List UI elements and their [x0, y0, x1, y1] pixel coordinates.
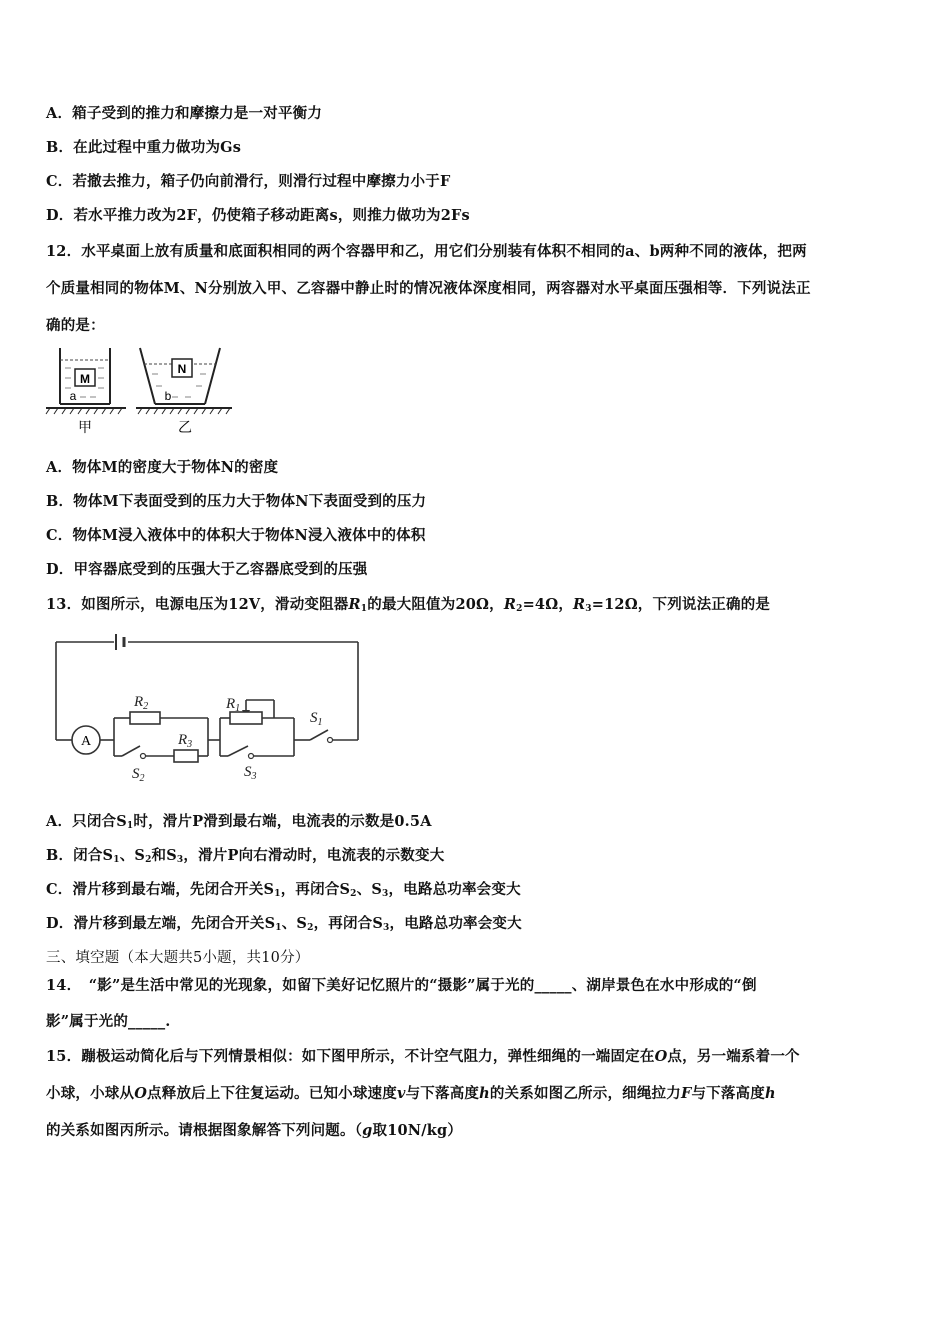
q13-stem-prefix: 13．如图所示，电源电压为12V，滑动变阻器 [46, 596, 349, 613]
label-s2: $S_2$ [132, 766, 145, 784]
q15-line-2: 小球，小球从O点释放后上下往复运动。已知小球速度v与下落高度h的关系如图乙所示，细绳拉力F与下落高度h [46, 1085, 776, 1102]
q13-stem-r3: R [573, 596, 586, 613]
q13-option-c: C．滑片移到最右端，先闭合开关$S_1$，再闭合$S_2$、$S_3$，电路总功率会变大 [46, 881, 521, 899]
section-heading: 三、填空题（本大题共5小题，共10分） [46, 950, 310, 966]
q12-option-d: D．甲容器底受到的压强大于乙容器底受到的压强 [46, 561, 368, 578]
q13-stem-suffix: =12Ω，下列说法正确的是 [591, 596, 771, 613]
q13-option-b: B．闭合$S_1$、$S_2$和$S_3$，滑片P向右滑动时，电流表的示数变大 [46, 847, 445, 865]
q13-stem-mid1: 的最大阻值为20Ω， [367, 596, 504, 613]
q13-stem [46, 593, 770, 614]
q13-stem-r1-sub: 1 [360, 604, 368, 614]
q13-stem-r2-sub: 2 [516, 604, 523, 614]
liquid-a-label: a [69, 389, 77, 403]
container-jia [60, 348, 110, 404]
resistor-r2 [130, 712, 160, 724]
q13-stem-r2: R [503, 596, 517, 613]
object-m-label: M [80, 372, 90, 386]
q11-option-d: D．若水平推力改为2F，仍使箱子移动距离s，则推力做功为2Fs [46, 207, 470, 224]
q14-line-2: 影”属于光的_____. [46, 1013, 171, 1030]
q13-option-a: A．只闭合$S_1$时，滑片P滑到最右端，电流表的示数是0.5A [46, 813, 432, 831]
label-r1: $R_1$ [226, 696, 241, 714]
q15-line-3: 的关系如图丙所示。请根据图象解答下列问题。（g取10N/kg） [46, 1122, 463, 1139]
q12-containers-figure [40, 342, 240, 438]
q13-option-d: D．滑片移到最左端，先闭合开关$S_1$、$S_2$，再闭合$S_3$，电路总功率会变大 [46, 915, 522, 933]
q12-stem-line-1: 12．水平桌面上放有质量和底面积相同的两个容器甲和乙，用它们分别装有体积不相同的a、b两种不同的液体，把两 [46, 243, 807, 260]
container-yi [140, 348, 220, 404]
object-n-label: N [177, 362, 187, 376]
label-s1: $S_1$ [310, 710, 323, 728]
q13-stem-r3-sub: 3 [585, 604, 592, 614]
q12-option-b: B．物体M下表面受到的压力大于物体N下表面受到的压力 [46, 493, 427, 510]
q12-option-c: C．物体M浸入液体中的体积大于物体N浸入液体中的体积 [46, 527, 426, 544]
q11-option-c: C．若撤去推力，箱子仍向前滑行，则滑行过程中摩擦力小于F [46, 173, 451, 190]
q12-stem-line-2: 个质量相同的物体M、N分别放入甲、乙容器中静止时的情况液体深度相同，两容器对水平桌面压强相等．下列说法正 [46, 280, 811, 297]
table-surface [46, 408, 232, 414]
q13-stem-mid2: =4Ω， [522, 596, 574, 613]
label-s3: $S_3$ [244, 764, 257, 782]
q12-option-a: A．物体M的密度大于物体N的密度 [46, 459, 279, 476]
q11-option-a: A．箱子受到的推力和摩擦力是一对平衡力 [46, 105, 323, 122]
q11-option-b: B．在此过程中重力做功为Gs [46, 139, 242, 156]
label-r2: $R_2$ [134, 694, 149, 712]
liquid-b-label: b [164, 389, 172, 403]
ammeter-label: A [80, 734, 92, 749]
q13-circuit-figure [48, 628, 368, 790]
q12-stem-line-3: 确的是： [46, 317, 105, 334]
q13-stem-r1: R [348, 596, 361, 613]
q14-line-1: 14． “影”是生活中常见的光现象，如留下美好记忆照片的“摄影”属于光的_____、湖岸景色在水中形成的“倒 [46, 977, 757, 994]
caption-yi: 乙 [178, 420, 192, 436]
q15-line-1: 15．蹦极运动简化后与下列情景相似：如下图甲所示，不计空气阻力，弹性细绳的一端固定在O点，另一端系着一个 [46, 1048, 800, 1065]
resistor-r3 [174, 750, 198, 762]
battery-icon [116, 634, 124, 650]
label-r3: $R_3$ [178, 732, 193, 750]
caption-jia: 甲 [78, 420, 92, 436]
